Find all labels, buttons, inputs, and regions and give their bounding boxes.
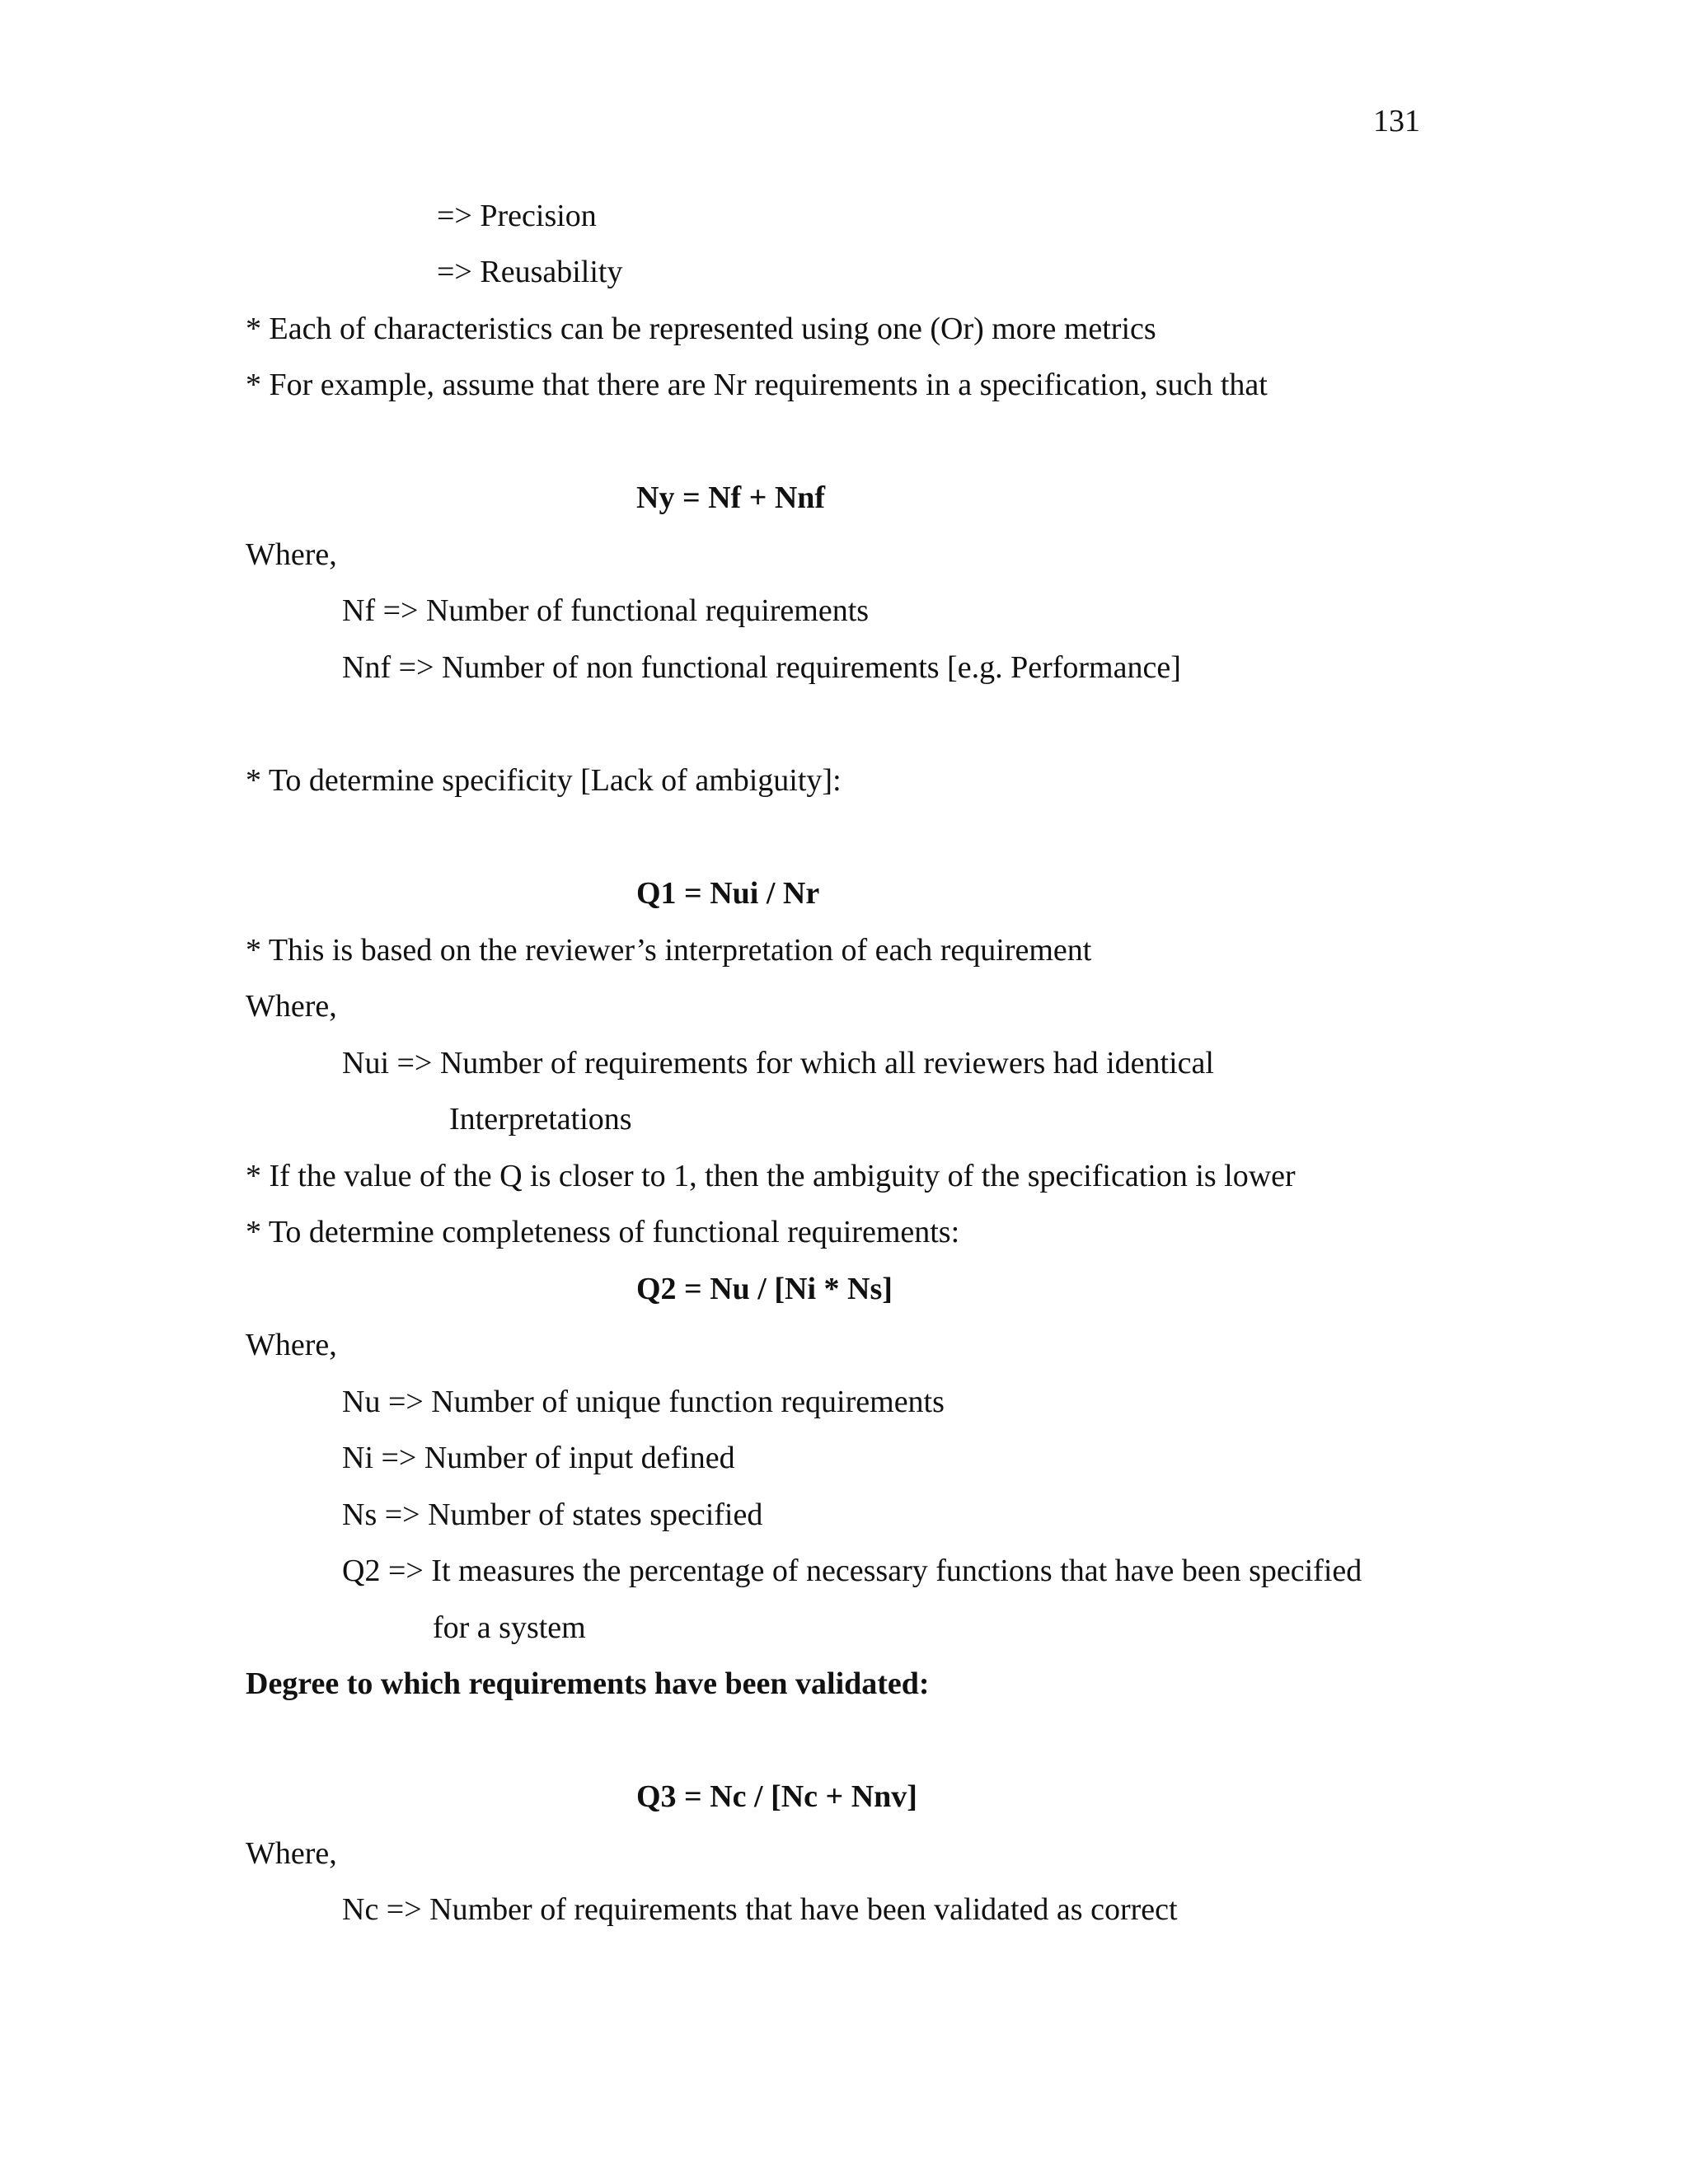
- definition-nnf: Nnf => Number of non functional requirements [e.g. Performance]: [342, 650, 1181, 685]
- list-item-reusability: => Reusability: [437, 255, 623, 289]
- definition-nui: Nui => Number of requirements for which all reviewers had identical: [342, 1046, 1214, 1080]
- list-item-precision: => Precision: [437, 199, 597, 233]
- formula-q2: Q2 = Nu / [Ni * Ns]: [636, 1272, 893, 1306]
- definition-nf: Nf => Number of functional requirements: [342, 593, 870, 628]
- section-heading-validated: Degree to which requirements have been validated:: [246, 1666, 930, 1701]
- bullet-specificity: * To determine specificity [Lack of ambiguity]:: [246, 763, 842, 798]
- bullet-completeness: * To determine completeness of functional requirements:: [246, 1215, 960, 1249]
- bullet-characteristics: * Each of characteristics can be represented using one (Or) more metrics: [246, 312, 1156, 346]
- where-label: Where,: [246, 537, 337, 572]
- page-number: 131: [1373, 104, 1420, 138]
- where-label: Where,: [246, 989, 337, 1024]
- where-label: Where,: [246, 1328, 337, 1362]
- definition-ni: Ni => Number of input defined: [342, 1441, 735, 1475]
- definition-nui-continued: Interpretations: [449, 1102, 632, 1137]
- where-label: Where,: [246, 1836, 337, 1871]
- definition-nu: Nu => Number of unique function requirements: [342, 1385, 945, 1419]
- definition-nc: Nc => Number of requirements that have been validated as correct: [342, 1892, 1178, 1927]
- definition-q2-continued: for a system: [433, 1610, 586, 1645]
- definition-q2: Q2 => It measures the percentage of necessary functions that have been specified: [342, 1554, 1362, 1588]
- bullet-reviewer: * This is based on the reviewer’s interpretation of each requirement: [246, 933, 1092, 968]
- bullet-q-closer: * If the value of the Q is closer to 1, then the ambiguity of the specification is lower: [246, 1159, 1296, 1193]
- definition-ns: Ns => Number of states specified: [342, 1497, 763, 1532]
- formula-ny: Ny = Nf + Nnf: [636, 480, 826, 515]
- formula-q3: Q3 = Nc / [Nc + Nnv]: [636, 1779, 917, 1814]
- formula-q1: Q1 = Nui / Nr: [636, 876, 820, 911]
- bullet-example: * For example, assume that there are Nr requirements in a specification, such that: [246, 368, 1268, 402]
